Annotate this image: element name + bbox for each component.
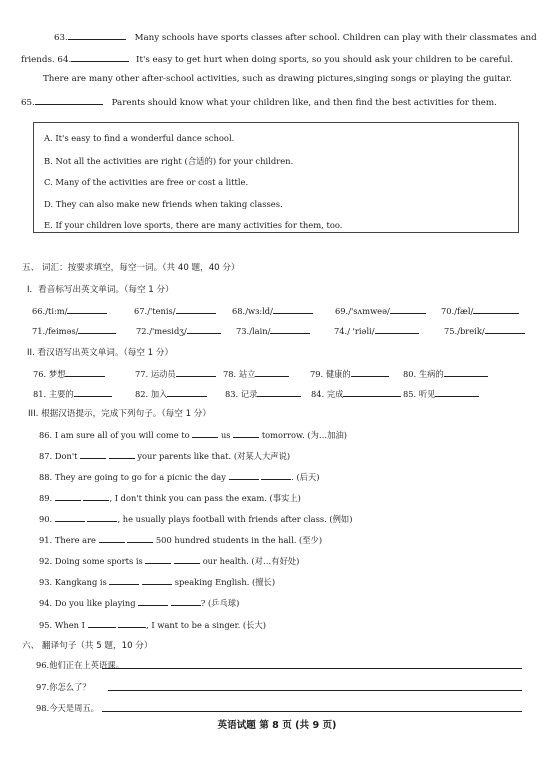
q84-blank[interactable] <box>343 387 401 397</box>
q90-blank-2[interactable] <box>87 512 117 522</box>
chinese-row-2 <box>33 387 533 401</box>
q63-number: 63. <box>54 33 68 43</box>
q90-blank-1[interactable] <box>55 512 85 522</box>
q80-blank[interactable] <box>444 367 488 377</box>
q96-answer-line[interactable] <box>102 659 522 669</box>
q94-text-c: ? (乒乓球) <box>200 598 240 608</box>
q86-text-b: us <box>220 430 231 440</box>
q81-label: 81. 主要的 <box>33 389 74 399</box>
phonetics-row-2 <box>32 324 532 338</box>
q91-blank-1[interactable] <box>99 533 125 543</box>
q70-label: 70./fæl/ <box>441 306 474 316</box>
q72-label: 72./'mesidʒ/ <box>136 326 187 336</box>
part3-title: III. 根据汉语提示，完成下列句子。（每空 1 分） <box>28 409 211 419</box>
part1-title: I．看音标写出英文单词。（每空 1 分） <box>27 285 174 295</box>
q67-label: 67./'tenis/ <box>134 306 176 316</box>
option-c: C. Many of the activities are free or cost a little. <box>44 177 249 187</box>
q84-label: 84. 完成 <box>311 389 344 399</box>
option-e: E. If your children love sports, there are many activities for them, too. <box>44 220 343 230</box>
q92-text-c: our health. (对…有好处) <box>202 556 300 566</box>
q74-blank[interactable] <box>375 324 419 334</box>
q87-text-c: your parents like that. (对某人大声说) <box>137 451 291 461</box>
q69-label: 69./'sʌmweə/ <box>335 306 390 316</box>
sentence-95 <box>39 618 266 631</box>
q86-blank-1[interactable] <box>192 428 218 438</box>
options-box <box>33 122 519 233</box>
q68-label: 68./wɜ:ld/ <box>232 306 273 316</box>
q83-blank[interactable] <box>257 387 301 397</box>
sentence-88 <box>39 470 320 483</box>
q95-blank-2[interactable] <box>118 618 146 628</box>
q64-text: It's easy to get hurt when doing sports, so you should ask your children to be careful. <box>136 55 514 65</box>
q69-blank[interactable] <box>390 304 426 314</box>
q83-label: 83. 记录 <box>225 389 258 399</box>
q64-number: friends. 64. <box>21 55 72 65</box>
q96-prompt: 96.他们正在上英语课。 <box>36 660 124 670</box>
q73-label: 73./lain/ <box>236 326 271 336</box>
q93-blank-2[interactable] <box>142 575 172 585</box>
q91-blank-2[interactable] <box>127 533 153 543</box>
q88-text-a: 88. They are going to go for a picnic the day <box>39 472 226 482</box>
q89-blank-2[interactable] <box>83 491 109 501</box>
q92-blank-1[interactable] <box>145 554 171 564</box>
q88-blank-1[interactable] <box>229 470 259 480</box>
q73-blank[interactable] <box>270 324 310 334</box>
q97-prompt: 97.你怎么了？ <box>36 682 91 692</box>
q86-text-a: 86. I am sure all of you will come to <box>39 430 190 440</box>
page-footer: 英语试题 第 8 页 (共 9 页) <box>217 720 337 731</box>
q94-text-a: 94. Do you like playing <box>39 598 136 608</box>
section6-title: 六、 翻译句子（共 5 题，10 分） <box>22 641 153 651</box>
q95-blank-1[interactable] <box>88 618 116 628</box>
q85-label: 85. 听见 <box>403 389 436 399</box>
q98-prompt: 98.今天是周五。 <box>36 703 99 713</box>
passage-line-65 <box>21 95 497 110</box>
q64-blank[interactable] <box>71 52 129 62</box>
q95-text-c: , I want to be a singer. (长大) <box>146 620 266 630</box>
q93-text-c: speaking English. (擅长) <box>174 577 276 587</box>
q65-number: 65. <box>21 98 35 108</box>
q78-blank[interactable] <box>255 367 289 377</box>
q93-blank-1[interactable] <box>109 575 139 585</box>
passage-line-intro: There are many other after-school activities, such as drawing pictures,singing songs or playing the guitar. <box>43 74 512 84</box>
translate-97 <box>36 681 522 693</box>
q76-blank[interactable] <box>65 367 105 377</box>
q91-text-c: 500 hundred students in the hall. (至少) <box>155 535 323 545</box>
q89-text-c: , I don't think you can pass the exam. (事实上) <box>109 493 301 503</box>
q86-blank-2[interactable] <box>233 428 259 438</box>
q74-label: 74./ 'riəli/ <box>334 326 375 336</box>
q87-blank-1[interactable] <box>80 449 106 459</box>
q97-answer-line[interactable] <box>108 681 522 691</box>
q87-blank-2[interactable] <box>109 449 135 459</box>
part2-title: II. 看汉语写出英文单词。（每空 1 分） <box>27 348 174 358</box>
section5-title: 五、 词汇：按要求填空，每空一词。（共 40 题，40 分） <box>22 263 240 273</box>
sentence-87 <box>39 449 290 462</box>
chinese-row-1 <box>33 367 533 381</box>
sentence-94 <box>39 596 239 609</box>
phonetics-row-1 <box>32 304 532 318</box>
q70-blank[interactable] <box>473 304 519 314</box>
q63-blank[interactable] <box>68 30 126 40</box>
q79-label: 79. 健康的 <box>310 369 351 379</box>
q98-answer-line[interactable] <box>102 702 522 712</box>
q77-blank[interactable] <box>176 367 216 377</box>
option-d: D. They can also make new friends when taking classes. <box>44 199 283 209</box>
q78-label: 78. 站立 <box>223 369 256 379</box>
q67-blank[interactable] <box>176 304 216 314</box>
q82-blank[interactable] <box>167 387 207 397</box>
q66-blank[interactable] <box>67 304 107 314</box>
q92-text-a: 92. Doing some sports is <box>39 556 143 566</box>
q65-blank[interactable] <box>35 95 103 105</box>
sentence-90 <box>39 512 352 525</box>
q88-blank-2[interactable] <box>261 470 291 480</box>
q88-text-c: . (后天) <box>291 472 320 482</box>
q76-label: 76. 梦想 <box>33 369 66 379</box>
translate-98 <box>36 702 522 714</box>
q82-label: 82. 加入 <box>135 389 168 399</box>
q75-blank[interactable] <box>485 324 525 334</box>
sentence-93 <box>39 575 275 588</box>
option-b: B. Not all the activities are right (合适的) for your children. <box>44 156 294 166</box>
q71-label: 71./feiməs/ <box>32 326 79 336</box>
q86-text-c: tomorrow. (为…加油) <box>261 430 348 440</box>
q95-text-a: 95. When I <box>39 620 85 630</box>
q94-blank-2[interactable] <box>171 596 201 606</box>
sentence-91 <box>39 533 322 546</box>
q90-text-a: 90. <box>39 514 53 524</box>
q89-blank-1[interactable] <box>55 491 81 501</box>
q87-text-a: 87. Don't <box>39 451 78 461</box>
passage-line-64 <box>21 52 513 67</box>
q85-blank[interactable] <box>435 387 479 397</box>
translate-96 <box>36 659 522 671</box>
passage-line-63 <box>54 30 537 45</box>
q66-label: 66./ti:m/ <box>32 306 68 316</box>
q79-blank[interactable] <box>351 367 389 377</box>
q93-text-a: 93. Kangkang is <box>39 577 107 587</box>
q77-label: 77. 运动员 <box>135 369 176 379</box>
q80-label: 80. 生病的 <box>403 369 444 379</box>
q72-blank[interactable] <box>187 324 221 334</box>
q91-text-a: 91. There are <box>39 535 96 545</box>
q89-text-a: 89. <box>39 493 53 503</box>
q90-text-c: , he usually plays football with friends after class. (例如) <box>117 514 353 524</box>
q81-blank[interactable] <box>74 387 112 397</box>
q71-blank[interactable] <box>78 324 116 334</box>
option-a: A. It's easy to find a wonderful dance school. <box>44 133 235 143</box>
sentence-92 <box>39 554 299 567</box>
sentence-89 <box>39 491 301 504</box>
sentence-86 <box>39 428 347 441</box>
q63-text: Many schools have sports classes after school. Children can play with their classmates and <box>134 33 537 43</box>
q68-blank[interactable] <box>273 304 313 314</box>
q75-label: 75./breik/ <box>444 326 485 336</box>
q94-blank-1[interactable] <box>138 596 168 606</box>
q92-blank-2[interactable] <box>174 554 200 564</box>
q65-text: Parents should know what your children like, and then find the best activities for them. <box>111 98 497 108</box>
